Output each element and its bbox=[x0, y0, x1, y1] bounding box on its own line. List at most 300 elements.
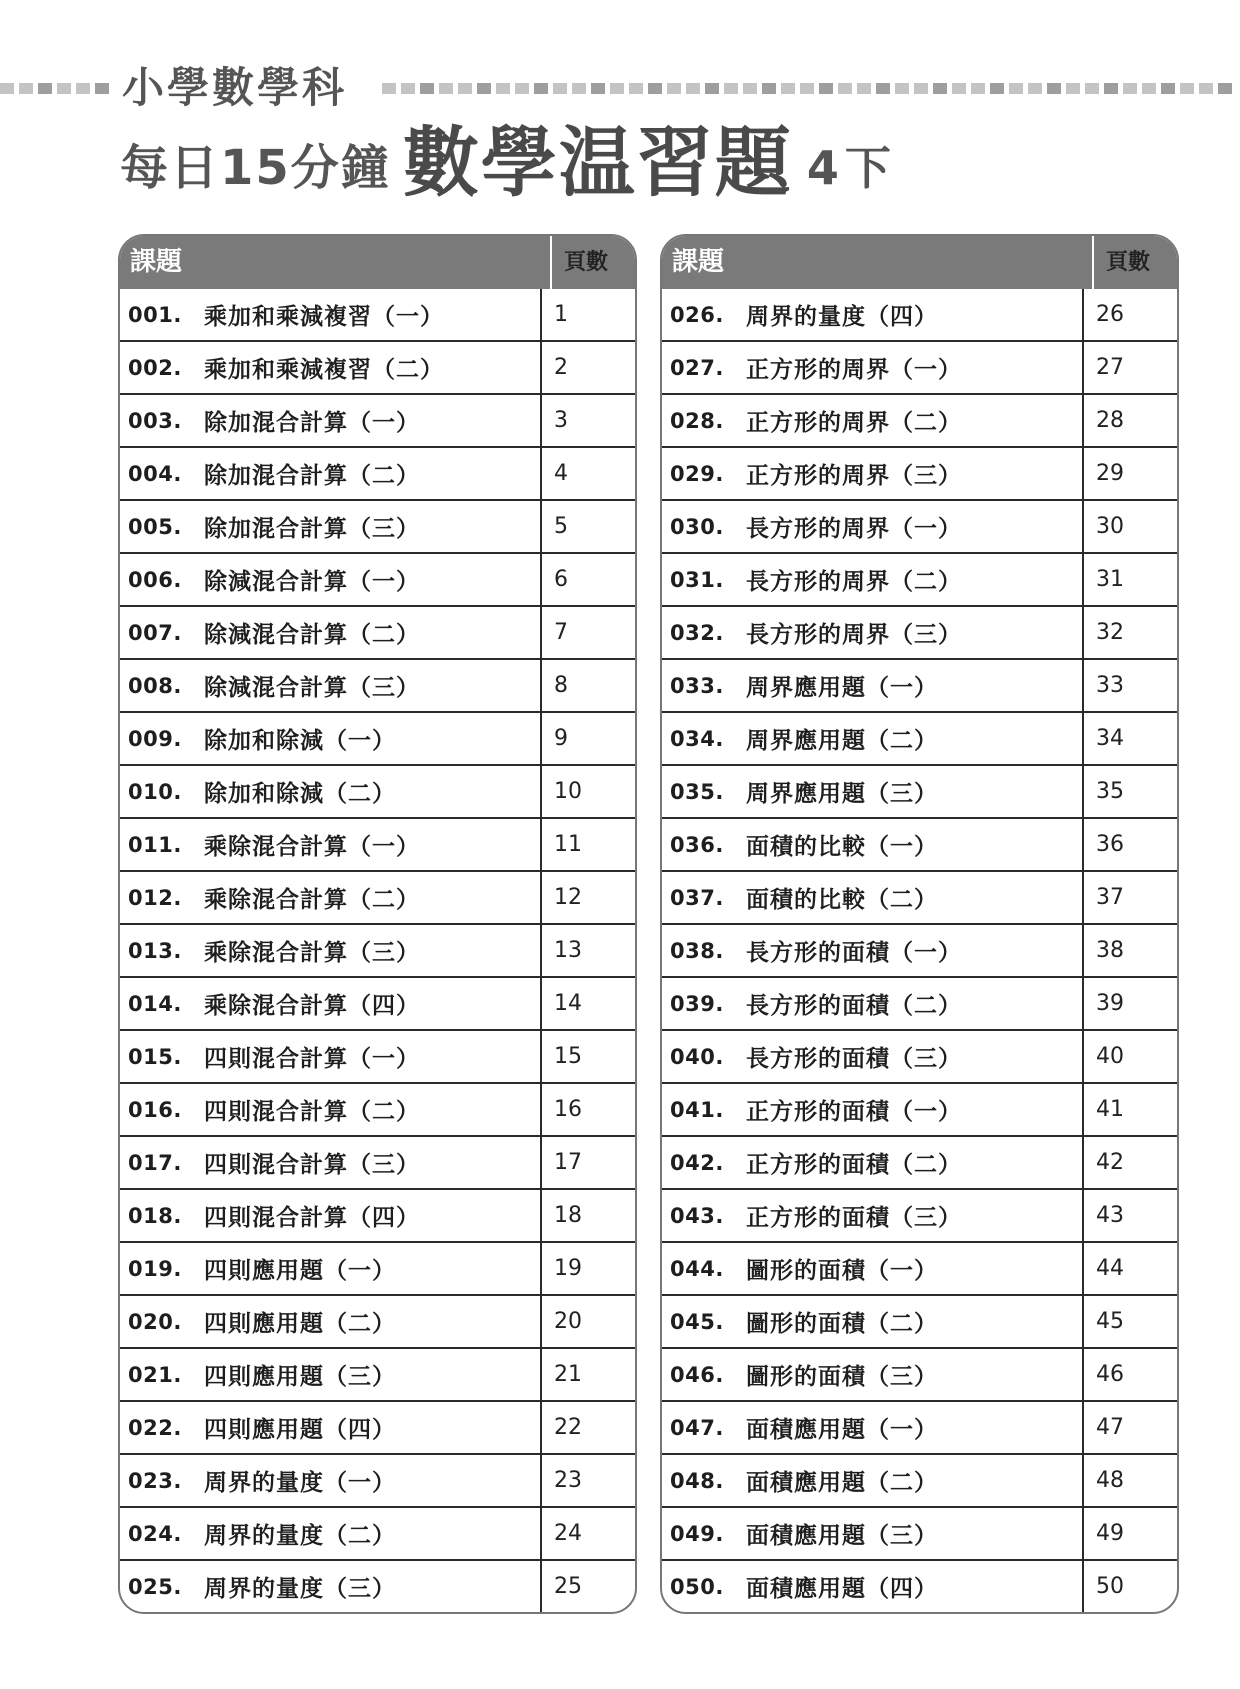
dash-segment bbox=[420, 83, 434, 94]
lesson-title: 圖形的面積（二） bbox=[746, 1311, 938, 1337]
lesson-title: 乘除混合計算（一） bbox=[204, 834, 420, 860]
dash-segment bbox=[781, 83, 795, 94]
dash-segment bbox=[19, 83, 33, 94]
lesson-number: 042. bbox=[670, 1150, 724, 1175]
lesson-title: 四則混合計算（四） bbox=[204, 1205, 420, 1231]
table-row bbox=[662, 605, 1177, 658]
lesson-number: 036. bbox=[670, 832, 724, 857]
page-number: 6 bbox=[554, 567, 568, 592]
table-row bbox=[120, 552, 635, 605]
lesson-number: 040. bbox=[670, 1044, 724, 1069]
header-page: 頁數 bbox=[1106, 250, 1151, 275]
lesson-title: 除加混合計算（一） bbox=[204, 410, 420, 436]
page-number: 9 bbox=[554, 726, 568, 751]
dash-segment bbox=[57, 83, 71, 94]
lesson-number: 020. bbox=[128, 1309, 182, 1334]
page-number: 8 bbox=[554, 673, 568, 698]
lesson-title: 周界的量度（四） bbox=[746, 304, 938, 330]
table-row bbox=[662, 711, 1177, 764]
dash-segment bbox=[382, 83, 396, 94]
lesson-title: 乘除混合計算（二） bbox=[204, 887, 420, 913]
lesson-number: 030. bbox=[670, 514, 724, 539]
lesson-title: 正方形的周界（二） bbox=[746, 410, 962, 436]
table-row bbox=[120, 1029, 635, 1082]
lesson-number: 027. bbox=[670, 355, 724, 380]
lesson-number: 046. bbox=[670, 1362, 724, 1387]
lesson-number: 012. bbox=[128, 885, 182, 910]
dash-segment bbox=[515, 83, 529, 94]
lesson-number: 043. bbox=[670, 1203, 724, 1228]
lesson-number: 048. bbox=[670, 1468, 724, 1493]
topic-cell bbox=[120, 448, 542, 499]
lesson-number: 017. bbox=[128, 1150, 182, 1175]
lesson-number: 001. bbox=[128, 302, 182, 327]
lesson-number: 016. bbox=[128, 1097, 182, 1122]
lesson-title: 圖形的面積（三） bbox=[746, 1364, 938, 1390]
table-row bbox=[662, 1506, 1177, 1559]
lesson-title: 周界應用題（三） bbox=[746, 781, 938, 807]
topic-cell bbox=[662, 660, 1084, 711]
dash-segment bbox=[1066, 83, 1080, 94]
topic-cell bbox=[662, 1508, 1084, 1559]
page-number: 19 bbox=[554, 1256, 582, 1281]
dash-segment bbox=[1199, 83, 1213, 94]
lesson-number: 021. bbox=[128, 1362, 182, 1387]
table-row bbox=[662, 1559, 1177, 1612]
page-number: 24 bbox=[554, 1521, 582, 1546]
header-page: 頁數 bbox=[564, 250, 609, 275]
table-row bbox=[662, 1400, 1177, 1453]
page-number: 28 bbox=[1096, 408, 1124, 433]
dash-segment bbox=[648, 83, 662, 94]
dash-segment bbox=[705, 83, 719, 94]
topic-cell bbox=[120, 1349, 542, 1400]
page-number: 26 bbox=[1096, 302, 1124, 327]
topic-cell bbox=[120, 660, 542, 711]
topic-cell bbox=[120, 978, 542, 1029]
table-row bbox=[120, 1135, 635, 1188]
topic-cell bbox=[662, 1137, 1084, 1188]
lesson-number: 007. bbox=[128, 620, 182, 645]
table-row bbox=[120, 499, 635, 552]
lesson-title: 四則應用題（一） bbox=[204, 1258, 396, 1284]
dash-segment bbox=[819, 83, 833, 94]
table-row bbox=[662, 1029, 1177, 1082]
dash-segment bbox=[610, 83, 624, 94]
page-number: 11 bbox=[554, 832, 582, 857]
page-number: 49 bbox=[1096, 1521, 1124, 1546]
dash-segment bbox=[1180, 83, 1194, 94]
page-number: 31 bbox=[1096, 567, 1124, 592]
topic-cell bbox=[662, 607, 1084, 658]
topic-cell bbox=[120, 925, 542, 976]
table-row bbox=[120, 1453, 635, 1506]
title-prefix: 每日15分鐘 bbox=[120, 140, 391, 196]
table-row bbox=[120, 923, 635, 976]
decorative-dash-line-right bbox=[382, 82, 1240, 94]
dash-segment bbox=[1085, 83, 1099, 94]
page-number: 4 bbox=[554, 461, 568, 486]
lesson-number: 003. bbox=[128, 408, 182, 433]
table-row bbox=[662, 976, 1177, 1029]
topic-cell bbox=[662, 978, 1084, 1029]
page-number: 3 bbox=[554, 408, 568, 433]
table-header bbox=[120, 236, 635, 289]
dash-segment bbox=[838, 83, 852, 94]
dash-segment bbox=[629, 83, 643, 94]
lesson-number: 018. bbox=[128, 1203, 182, 1228]
page-number: 41 bbox=[1096, 1097, 1124, 1122]
lesson-title: 周界應用題（二） bbox=[746, 728, 938, 754]
topic-cell bbox=[120, 395, 542, 446]
lesson-number: 044. bbox=[670, 1256, 724, 1281]
topic-cell bbox=[120, 342, 542, 393]
lesson-title: 除加混合計算（二） bbox=[204, 463, 420, 489]
table-header bbox=[662, 236, 1177, 289]
lesson-number: 024. bbox=[128, 1521, 182, 1546]
lesson-title: 除減混合計算（三） bbox=[204, 675, 420, 701]
lesson-number: 005. bbox=[128, 514, 182, 539]
page-number: 36 bbox=[1096, 832, 1124, 857]
table-row bbox=[662, 1188, 1177, 1241]
lesson-title: 除減混合計算（一） bbox=[204, 569, 420, 595]
lesson-number: 033. bbox=[670, 673, 724, 698]
lesson-number: 032. bbox=[670, 620, 724, 645]
lesson-title: 除加和除減（二） bbox=[204, 781, 396, 807]
topic-cell bbox=[662, 819, 1084, 870]
decorative-dash-line-left bbox=[0, 82, 112, 94]
lesson-title: 面積應用題（二） bbox=[746, 1470, 938, 1496]
table-row bbox=[120, 605, 635, 658]
topic-cell bbox=[662, 501, 1084, 552]
table-row bbox=[662, 1082, 1177, 1135]
lesson-number: 034. bbox=[670, 726, 724, 751]
topic-cell bbox=[662, 766, 1084, 817]
lesson-title: 正方形的面積（一） bbox=[746, 1099, 962, 1125]
dash-segment bbox=[686, 83, 700, 94]
lesson-title: 四則混合計算（三） bbox=[204, 1152, 420, 1178]
lesson-number: 002. bbox=[128, 355, 182, 380]
topic-cell bbox=[662, 1190, 1084, 1241]
dash-segment bbox=[553, 83, 567, 94]
lesson-title: 面積的比較（一） bbox=[746, 834, 938, 860]
lesson-number: 015. bbox=[128, 1044, 182, 1069]
lesson-number: 004. bbox=[128, 461, 182, 486]
table-row bbox=[662, 1241, 1177, 1294]
page-number: 5 bbox=[554, 514, 568, 539]
dash-segment bbox=[1104, 83, 1118, 94]
dash-segment bbox=[591, 83, 605, 94]
page-number: 40 bbox=[1096, 1044, 1124, 1069]
topic-cell bbox=[662, 1084, 1084, 1135]
dash-segment bbox=[933, 83, 947, 94]
table-row bbox=[120, 976, 635, 1029]
table-row bbox=[120, 870, 635, 923]
lesson-title: 乘加和乘減複習（二） bbox=[204, 357, 444, 383]
topic-cell bbox=[662, 872, 1084, 923]
lesson-number: 009. bbox=[128, 726, 182, 751]
lesson-title: 面積應用題（三） bbox=[746, 1523, 938, 1549]
lesson-number: 029. bbox=[670, 461, 724, 486]
lesson-number: 008. bbox=[128, 673, 182, 698]
lesson-title: 周界的量度（二） bbox=[204, 1523, 396, 1549]
contents-table-right bbox=[660, 234, 1179, 1614]
page-number: 43 bbox=[1096, 1203, 1124, 1228]
page-number: 44 bbox=[1096, 1256, 1124, 1281]
topic-cell bbox=[662, 713, 1084, 764]
lesson-number: 038. bbox=[670, 938, 724, 963]
lesson-number: 047. bbox=[670, 1415, 724, 1440]
lesson-title: 除加混合計算（三） bbox=[204, 516, 420, 542]
lesson-number: 037. bbox=[670, 885, 724, 910]
dash-segment bbox=[971, 83, 985, 94]
topic-cell bbox=[120, 1190, 542, 1241]
page-number: 12 bbox=[554, 885, 582, 910]
dash-segment bbox=[895, 83, 909, 94]
dash-segment bbox=[477, 83, 491, 94]
table-row bbox=[662, 658, 1177, 711]
dash-segment bbox=[439, 83, 453, 94]
page-number: 25 bbox=[554, 1574, 582, 1599]
lesson-title: 面積應用題（一） bbox=[746, 1417, 938, 1443]
page-number: 37 bbox=[1096, 885, 1124, 910]
page-title bbox=[120, 118, 897, 208]
page-number: 47 bbox=[1096, 1415, 1124, 1440]
page-number: 13 bbox=[554, 938, 582, 963]
table-row bbox=[120, 711, 635, 764]
page-number: 50 bbox=[1096, 1574, 1124, 1599]
lesson-number: 010. bbox=[128, 779, 182, 804]
table-row bbox=[662, 552, 1177, 605]
dash-segment bbox=[724, 83, 738, 94]
page-number: 38 bbox=[1096, 938, 1124, 963]
header-topic: 課題 bbox=[662, 236, 1094, 289]
table-row bbox=[120, 1188, 635, 1241]
table-row bbox=[662, 1347, 1177, 1400]
page-number: 23 bbox=[554, 1468, 582, 1493]
table-row bbox=[662, 446, 1177, 499]
page-number: 22 bbox=[554, 1415, 582, 1440]
topic-cell bbox=[662, 1349, 1084, 1400]
page-number: 14 bbox=[554, 991, 582, 1016]
page-number: 34 bbox=[1096, 726, 1124, 751]
lesson-number: 028. bbox=[670, 408, 724, 433]
dash-segment bbox=[572, 83, 586, 94]
topic-cell bbox=[120, 872, 542, 923]
lesson-number: 006. bbox=[128, 567, 182, 592]
topic-cell bbox=[120, 766, 542, 817]
lesson-title: 圖形的面積（一） bbox=[746, 1258, 938, 1284]
lesson-number: 031. bbox=[670, 567, 724, 592]
lesson-number: 022. bbox=[128, 1415, 182, 1440]
topic-cell bbox=[662, 1243, 1084, 1294]
lesson-title: 長方形的周界（二） bbox=[746, 569, 962, 595]
dash-segment bbox=[458, 83, 472, 94]
dash-segment bbox=[401, 83, 415, 94]
page-number: 27 bbox=[1096, 355, 1124, 380]
topic-cell bbox=[662, 448, 1084, 499]
table-row bbox=[120, 1294, 635, 1347]
topic-cell bbox=[662, 1402, 1084, 1453]
lesson-title: 四則應用題（四） bbox=[204, 1417, 396, 1443]
lesson-title: 四則應用題（二） bbox=[204, 1311, 396, 1337]
lesson-title: 除加和除減（一） bbox=[204, 728, 396, 754]
lesson-title: 四則應用題（三） bbox=[204, 1364, 396, 1390]
topic-cell bbox=[120, 1561, 542, 1612]
dash-segment bbox=[1218, 83, 1232, 94]
table-row bbox=[120, 1347, 635, 1400]
topic-cell bbox=[120, 289, 542, 340]
topic-cell bbox=[120, 607, 542, 658]
topic-cell bbox=[120, 1508, 542, 1559]
lesson-title: 面積應用題（四） bbox=[746, 1576, 938, 1602]
page-number: 2 bbox=[554, 355, 568, 380]
dash-segment bbox=[38, 83, 52, 94]
lesson-number: 013. bbox=[128, 938, 182, 963]
page-number: 35 bbox=[1096, 779, 1124, 804]
lesson-title: 四則混合計算（一） bbox=[204, 1046, 420, 1072]
dash-segment bbox=[857, 83, 871, 94]
lesson-title: 長方形的面積（一） bbox=[746, 940, 962, 966]
topic-cell bbox=[120, 1084, 542, 1135]
topic-cell bbox=[662, 1296, 1084, 1347]
lesson-number: 039. bbox=[670, 991, 724, 1016]
table-row bbox=[662, 870, 1177, 923]
table-row bbox=[662, 1294, 1177, 1347]
lesson-number: 035. bbox=[670, 779, 724, 804]
page-number: 10 bbox=[554, 779, 582, 804]
dash-segment bbox=[1047, 83, 1061, 94]
lesson-title: 長方形的面積（二） bbox=[746, 993, 962, 1019]
page-number: 18 bbox=[554, 1203, 582, 1228]
lesson-number: 026. bbox=[670, 302, 724, 327]
lesson-number: 050. bbox=[670, 1574, 724, 1599]
topic-cell bbox=[120, 554, 542, 605]
table-row bbox=[662, 289, 1177, 340]
topic-cell bbox=[120, 1243, 542, 1294]
page-number: 30 bbox=[1096, 514, 1124, 539]
dash-segment bbox=[1142, 83, 1156, 94]
dash-segment bbox=[990, 83, 1004, 94]
topic-cell bbox=[662, 554, 1084, 605]
topic-cell bbox=[120, 1402, 542, 1453]
page-number: 1 bbox=[554, 302, 568, 327]
table-row bbox=[120, 1559, 635, 1612]
lesson-title: 正方形的周界（一） bbox=[746, 357, 962, 383]
title-grade: 4下 bbox=[806, 141, 897, 195]
lesson-number: 049. bbox=[670, 1521, 724, 1546]
lesson-title: 除減混合計算（二） bbox=[204, 622, 420, 648]
page-number: 45 bbox=[1096, 1309, 1124, 1334]
page-number: 20 bbox=[554, 1309, 582, 1334]
topic-cell bbox=[662, 925, 1084, 976]
lesson-title: 長方形的面積（三） bbox=[746, 1046, 962, 1072]
dash-segment bbox=[0, 83, 14, 94]
lesson-title: 乘加和乘減複習（一） bbox=[204, 304, 444, 330]
title-main: 數學温習題 bbox=[402, 118, 793, 207]
page-number: 42 bbox=[1096, 1150, 1124, 1175]
topic-cell bbox=[120, 819, 542, 870]
dash-segment bbox=[667, 83, 681, 94]
lesson-title: 四則混合計算（二） bbox=[204, 1099, 420, 1125]
lesson-number: 019. bbox=[128, 1256, 182, 1281]
dash-segment bbox=[1009, 83, 1023, 94]
topic-cell bbox=[662, 395, 1084, 446]
topic-cell bbox=[120, 713, 542, 764]
dash-segment bbox=[762, 83, 776, 94]
table-row bbox=[120, 1241, 635, 1294]
lesson-title: 周界的量度（三） bbox=[204, 1576, 396, 1602]
page-number: 15 bbox=[554, 1044, 582, 1069]
page-subtitle: 小學數學科 bbox=[122, 63, 348, 112]
table-row bbox=[120, 289, 635, 340]
table-row bbox=[662, 393, 1177, 446]
table-row bbox=[662, 817, 1177, 870]
page-number: 7 bbox=[554, 620, 568, 645]
lesson-title: 面積的比較（二） bbox=[746, 887, 938, 913]
topic-cell bbox=[120, 1296, 542, 1347]
dash-segment bbox=[743, 83, 757, 94]
topic-cell bbox=[662, 342, 1084, 393]
dash-segment bbox=[534, 83, 548, 94]
lesson-title: 正方形的周界（三） bbox=[746, 463, 962, 489]
lesson-number: 045. bbox=[670, 1309, 724, 1334]
dash-segment bbox=[95, 83, 109, 94]
table-row bbox=[662, 1453, 1177, 1506]
page-number: 48 bbox=[1096, 1468, 1124, 1493]
table-row bbox=[120, 1506, 635, 1559]
topic-cell bbox=[120, 1455, 542, 1506]
topic-cell bbox=[120, 1031, 542, 1082]
table-row bbox=[120, 764, 635, 817]
lesson-title: 乘除混合計算（四） bbox=[204, 993, 420, 1019]
table-row bbox=[120, 393, 635, 446]
page-number: 46 bbox=[1096, 1362, 1124, 1387]
lesson-title: 長方形的周界（三） bbox=[746, 622, 962, 648]
table-row bbox=[120, 1400, 635, 1453]
contents-table-left bbox=[118, 234, 637, 1614]
dash-segment bbox=[496, 83, 510, 94]
topic-cell bbox=[120, 501, 542, 552]
lesson-title: 長方形的周界（一） bbox=[746, 516, 962, 542]
header-topic: 課題 bbox=[120, 236, 552, 289]
dash-segment bbox=[914, 83, 928, 94]
page-number: 33 bbox=[1096, 673, 1124, 698]
page-number: 16 bbox=[554, 1097, 582, 1122]
lesson-title: 正方形的面積（三） bbox=[746, 1205, 962, 1231]
topic-cell bbox=[120, 1137, 542, 1188]
topic-cell bbox=[662, 1561, 1084, 1612]
dash-segment bbox=[76, 83, 90, 94]
dash-segment bbox=[876, 83, 890, 94]
dash-segment bbox=[1123, 83, 1137, 94]
page-number: 32 bbox=[1096, 620, 1124, 645]
lesson-title: 周界的量度（一） bbox=[204, 1470, 396, 1496]
table-row bbox=[662, 340, 1177, 393]
page-number: 29 bbox=[1096, 461, 1124, 486]
table-row bbox=[120, 817, 635, 870]
lesson-title: 周界應用題（一） bbox=[746, 675, 938, 701]
topic-cell bbox=[662, 1455, 1084, 1506]
lesson-number: 023. bbox=[128, 1468, 182, 1493]
table-row bbox=[662, 499, 1177, 552]
table-row bbox=[662, 1135, 1177, 1188]
page-number: 39 bbox=[1096, 991, 1124, 1016]
page-number: 17 bbox=[554, 1150, 582, 1175]
lesson-title: 正方形的面積（二） bbox=[746, 1152, 962, 1178]
topic-cell bbox=[662, 1031, 1084, 1082]
dash-segment bbox=[800, 83, 814, 94]
